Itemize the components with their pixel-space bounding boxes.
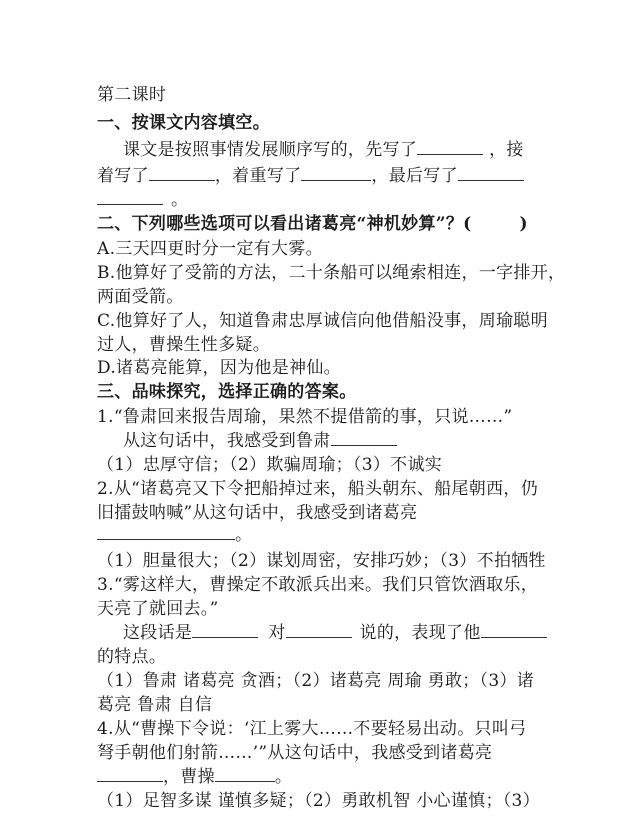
q4-line-1: 4.从“曹操下令说：‘江上雾大……不要轻易出动。只叫弓: [97, 719, 527, 739]
q1-line-2: [123, 430, 397, 452]
q3-line-2: 天亮了就回去。”: [97, 599, 219, 619]
blank-q4-caocao[interactable]: [215, 766, 275, 782]
blank-q1[interactable]: [331, 430, 397, 446]
q1-options: （1）忠厚守信；（2）欺骗周瑜；（3）不诚实: [97, 455, 443, 475]
q1-prompt: 从这句话中，我感受到鲁肃: [123, 431, 331, 451]
q4-line-2: 弩手朝他们射箭……’”从这句话中，我感受到诸葛亮: [97, 743, 493, 763]
q1-line-1: 1.“鲁肃回来报告周瑜，果然不提借箭的事，只说……”: [97, 407, 513, 427]
option-c-line-1: C.他算好了人，知道鲁肃忠厚诚信向他借船没事，周瑜聪明: [97, 311, 548, 331]
q4-line-3: [97, 766, 292, 788]
q2-options: （1）胆量很大；（2）谋划周密，安排巧妙；（3）不拍牺牲: [97, 551, 546, 571]
blank-q2[interactable]: [97, 524, 235, 540]
section-1-text-a: 课文是按照事情发展顺序写的，先写了: [123, 140, 418, 160]
q4-options: （1）足智多谋 谨慎多疑；（2）勇敢机智 小心谨慎；（3）: [97, 791, 540, 811]
q2-line-3-end: 。: [235, 525, 253, 545]
q4-text-b: 。: [274, 767, 293, 787]
q3-line-1: 3.“雾这样大，曹操定不敢派兵出来。我们只管饮酒取乐，: [97, 575, 539, 595]
q4-text-a: ，曹操: [163, 767, 215, 787]
section-2-heading: 二、下列哪些选项可以看出诸葛亮“神机妙算”？(: [97, 214, 472, 234]
q3-text-c: 说的，表现了他: [359, 623, 481, 643]
section-1-line-2: [97, 165, 524, 187]
blank-q4-zhuge[interactable]: [97, 766, 163, 782]
blank-q3-speaker[interactable]: [192, 622, 258, 638]
blank-last[interactable]: [458, 165, 524, 181]
blank-q3-listener[interactable]: [286, 622, 352, 638]
q2-line-2: 旧擂鼓呐喊”从这句话中，我感受到诸葛亮: [97, 503, 418, 523]
blank-focus[interactable]: [301, 165, 371, 181]
section-1-text-c: 着写了: [97, 166, 149, 186]
q3-line-4: 的特点。: [97, 647, 167, 667]
option-a: A.三天四更时分一定有大雾。: [97, 239, 323, 259]
q3-text-b: 对: [268, 623, 286, 643]
blank-first[interactable]: [417, 139, 483, 155]
q3-options-line-2: 葛亮 鲁肃 自信: [97, 695, 213, 715]
section-1-text-b: ，接: [489, 140, 524, 160]
q3-line-3: [123, 622, 547, 644]
section-1-line-3: [97, 189, 188, 211]
option-d: D.诸葛亮能算，因为他是神仙。: [97, 358, 341, 378]
blank-q3-trait[interactable]: [481, 622, 547, 638]
blank-last-cont[interactable]: [97, 189, 163, 205]
lesson-title: 第二课时: [97, 85, 167, 105]
section-1-text-e: ，最后写了: [371, 166, 458, 186]
q3-text-a: 这段话是: [123, 623, 193, 643]
section-2-heading-line: [97, 213, 528, 235]
option-b-line-1: B.他算好了受箭的方法，二十条船可以绳索相连，一字排开，: [97, 263, 566, 283]
q2-line-1: 2.从“诸葛亮又下令把船掉过来，船头朝东、船尾朝西，仍: [97, 479, 539, 499]
section-1-line-1: [123, 139, 524, 161]
q3-options-line-1: （1）鲁肃 诸葛亮 贪酒；（2）诸葛亮 周瑜 勇敢；（3）诸: [97, 671, 535, 691]
section-2-answer-paren[interactable]: ): [519, 214, 528, 234]
blank-then[interactable]: [149, 165, 215, 181]
option-b-line-2: 两面受箭。: [97, 287, 184, 307]
section-3-heading: 三、品味探究，选择正确的答案。: [97, 382, 357, 402]
section-1-heading: 一、按课文内容填空。: [97, 113, 270, 133]
section-1-text-d: ，着重写了: [214, 166, 302, 186]
q2-line-3: [97, 524, 252, 546]
option-c-line-2: 过人，曹操生性多疑。: [97, 335, 270, 355]
section-1-text-f: 。: [171, 190, 189, 210]
